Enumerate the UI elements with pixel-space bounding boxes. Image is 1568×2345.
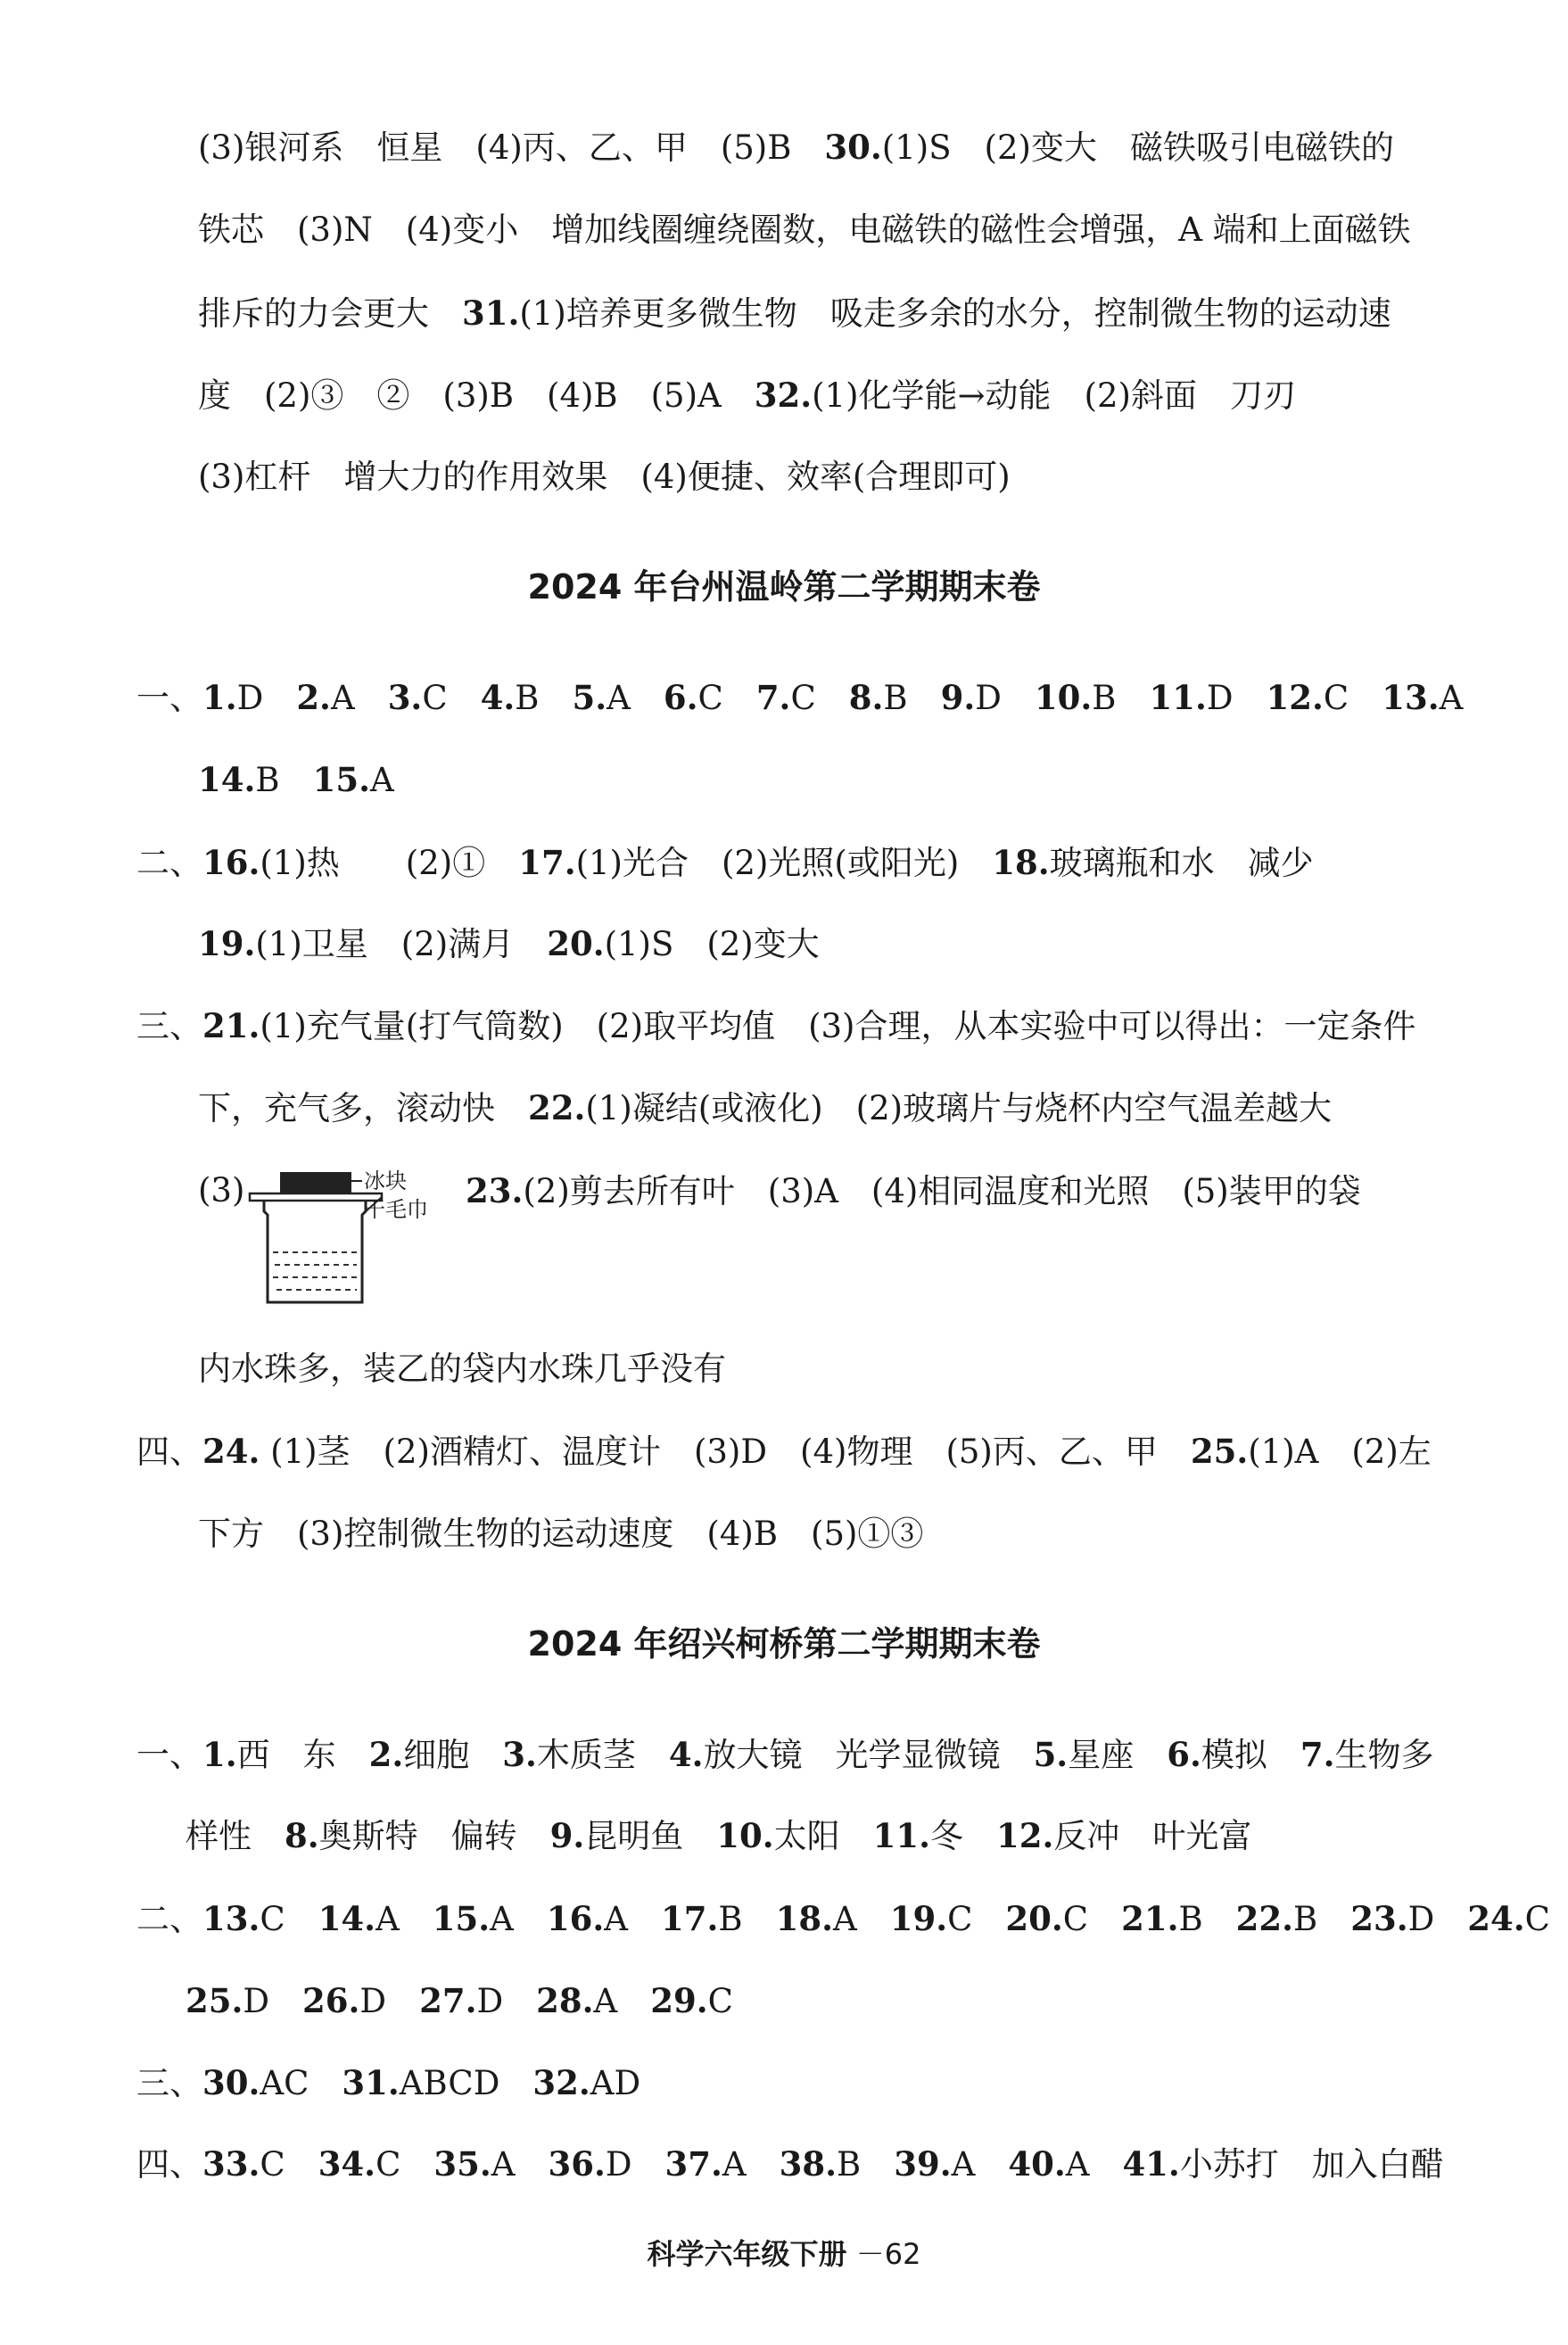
question-number: 25. — [186, 1981, 243, 2020]
answer-line — [136, 840, 1314, 886]
answer-text: (1)热 (2)① — [260, 844, 519, 882]
answer-text: 小苏打 加入白醋 — [1179, 2145, 1444, 2184]
answer-text: (2)剪去所有叶 (3)A (4)相同温度和光照 (5)装甲的袋 — [523, 1172, 1361, 1210]
answer-text: B — [515, 679, 573, 717]
question-number: 19. — [198, 924, 256, 963]
question-number: 12. — [1266, 678, 1324, 717]
page-footer — [0, 2234, 1568, 2274]
question-number: 16. — [202, 843, 260, 882]
answer-text: C — [697, 679, 756, 717]
question-number: 13. — [202, 1899, 260, 1938]
answer-text: 放大镜 光学显微镜 — [703, 1736, 1034, 1774]
question-number: 40. — [1008, 2144, 1066, 2184]
answer-text: (1)化学能→动能 (2)斜面 刀刃 — [812, 376, 1296, 415]
answer-text: 生物多 — [1334, 1736, 1434, 1774]
answer-text: A — [604, 1900, 662, 1938]
question-number: 22. — [1235, 1899, 1294, 1938]
question-number: 8. — [848, 678, 884, 717]
answer-text: 太阳 — [773, 1817, 873, 1855]
question-number: 11. — [1149, 678, 1207, 717]
answer-text: 一、 — [136, 1736, 202, 1774]
question-number: 14. — [198, 760, 256, 799]
answer-text: A — [951, 2145, 1009, 2184]
answer-text: B — [1092, 679, 1150, 717]
answer-line — [136, 1732, 1433, 1778]
answer-text: (1)卫星 (2)满月 — [255, 925, 548, 963]
answer-text: C — [790, 679, 849, 717]
answer-text: 西 东 — [236, 1736, 369, 1774]
question-number: 30. — [824, 128, 882, 167]
question-number: 12. — [996, 1816, 1054, 1855]
question-number: 27. — [419, 1981, 477, 2020]
answer-text: C — [422, 679, 481, 717]
question-number: 22. — [528, 1088, 586, 1127]
answer-text: ABCD — [399, 2064, 533, 2102]
answer-line — [136, 2060, 640, 2106]
question-number: 23. — [1350, 1899, 1408, 1938]
question-number: 19. — [889, 1899, 948, 1938]
question-number: 15. — [312, 760, 370, 799]
question-number: 6. — [663, 678, 698, 717]
answer-text: 反冲 叶光富 — [1053, 1817, 1252, 1855]
answer-text: 度 (2)③ ② (3)B (4)B (5)A — [198, 376, 755, 415]
answer-line — [136, 675, 1463, 721]
question-number: 3. — [387, 678, 423, 717]
answer-text: A — [607, 679, 664, 717]
question-number: 38. — [779, 2144, 838, 2184]
answer-text: 星座 — [1068, 1736, 1168, 1774]
answer-text: 三、 — [136, 1007, 202, 1045]
answer-text: (1)S (2)变大 磁铁吸引电磁铁的 — [881, 128, 1394, 167]
question-number: 3. — [502, 1735, 537, 1774]
answer-line — [198, 1168, 244, 1213]
answer-line — [198, 1086, 1332, 1131]
beaker-diagram — [248, 1170, 453, 1304]
answer-line — [198, 208, 1411, 252]
answer-text: B — [883, 679, 941, 717]
answer-text: 下方 (3)控制微生物的运动速度 (4)B (5)①③ — [198, 1515, 924, 1553]
ice-label: 冰块 — [364, 1168, 407, 1193]
answer-line — [136, 1896, 1550, 1942]
question-number: 31. — [462, 293, 520, 333]
answer-text: B — [837, 2145, 895, 2184]
answer-text: C — [260, 1900, 318, 1938]
answer-line — [136, 1003, 1415, 1049]
answer-text: (1)S (2)变大 — [604, 925, 820, 963]
question-number: 35. — [433, 2144, 491, 2184]
answer-text: (1)光合 (2)光照(或阳光) — [575, 844, 993, 882]
answer-text: C — [260, 2145, 318, 2184]
question-number: 21. — [202, 1006, 260, 1045]
answer-text: B — [718, 1900, 776, 1938]
question-number: 20. — [547, 924, 605, 963]
question-number: 1. — [202, 678, 237, 717]
answer-text: 冬 — [930, 1817, 997, 1855]
answer-text: 二、 — [136, 844, 202, 882]
answer-text: AD — [590, 2064, 641, 2102]
answer-text: B — [255, 761, 313, 799]
answer-text: (1)茎 (2)酒精灯、温度计 (3)D (4)物理 (5)丙、乙、甲 — [260, 1433, 1191, 1471]
answer-text: (3)杠杆 增大力的作用效果 (4)便捷、效率(合理即可) — [198, 458, 1011, 496]
answer-line — [186, 1978, 733, 2024]
question-number: 20. — [1005, 1899, 1063, 1938]
question-number: 25. — [1190, 1432, 1249, 1471]
answer-line — [198, 125, 1394, 170]
question-number: 7. — [1300, 1735, 1335, 1774]
answer-text: A — [832, 1900, 890, 1938]
answer-text: D — [476, 1982, 537, 2020]
answer-text: 细胞 — [403, 1736, 503, 1774]
question-number: 24. — [202, 1432, 260, 1471]
question-number: 13. — [1382, 678, 1440, 717]
footer-subject: 科学六年级下册 — [647, 2237, 847, 2271]
question-number: 28. — [536, 1981, 594, 2020]
answer-text: C — [707, 1982, 733, 2020]
question-number: 39. — [894, 2144, 952, 2184]
answer-line — [186, 1813, 1251, 1859]
answer-text: 下，充气多，滚动快 — [198, 1089, 528, 1127]
answer-text: D — [975, 679, 1035, 717]
question-number: 8. — [285, 1816, 319, 1855]
question-number: 9. — [940, 678, 976, 717]
question-number: 10. — [1034, 678, 1093, 717]
answer-text: D — [359, 1982, 420, 2020]
ice-block — [280, 1172, 351, 1193]
question-number: 33. — [202, 2144, 260, 2184]
answer-text: (1)培养更多微生物 吸走多余的水分，控制微生物的运动速 — [519, 294, 1391, 333]
question-number: 32. — [754, 376, 813, 415]
question-number: 16. — [546, 1899, 605, 1938]
question-number: 18. — [992, 843, 1050, 882]
answer-text: (1)充气量(打气筒数) (2)取平均值 (3)合理，从本实验中可以得出：一定条件 — [260, 1007, 1416, 1045]
question-number: 5. — [1033, 1735, 1069, 1774]
question-number: 2. — [368, 1735, 404, 1774]
answer-text: A — [491, 2145, 549, 2184]
answer-text: A — [593, 1982, 651, 2020]
answer-text: (1)A (2)左 — [1248, 1433, 1432, 1471]
question-number: 14. — [318, 1899, 376, 1938]
answer-line — [136, 1429, 1432, 1474]
answer-text: (1)凝结(或液化) (2)玻璃片与烧杯内空气温差越大 — [585, 1089, 1333, 1127]
towel — [250, 1193, 382, 1201]
question-number: 4. — [668, 1735, 704, 1774]
question-number: 9. — [549, 1816, 585, 1855]
answer-text: 二、 — [136, 1900, 202, 1938]
answer-text: 四、 — [136, 1433, 202, 1471]
answer-text: A — [1065, 2145, 1123, 2184]
question-number: 15. — [432, 1899, 491, 1938]
answer-line — [198, 455, 1011, 500]
water — [273, 1252, 357, 1290]
answer-text: (3) — [198, 1171, 245, 1210]
question-number: 5. — [572, 678, 607, 717]
answer-text: D — [236, 679, 297, 717]
answer-text: (3)银河系 恒星 (4)丙、乙、甲 (5)B — [198, 128, 825, 167]
answer-text: 木质茎 — [536, 1736, 669, 1774]
question-number: 6. — [1167, 1735, 1201, 1774]
section-title: 2024 年台州温岭第二学期期末卷 — [527, 567, 1041, 607]
answer-text: 奥斯特 偏转 — [318, 1817, 550, 1855]
answer-text: D — [1407, 1900, 1468, 1938]
answer-text: 铁芯 (3)N (4)变小 增加线圈缠绕圈数，电磁铁的磁性会增强，A 端和上面磁铁 — [198, 211, 1411, 249]
answer-text: 玻璃瓶和水 减少 — [1049, 844, 1314, 882]
answer-text: D — [605, 2145, 665, 2184]
question-number: 11. — [872, 1816, 931, 1855]
answer-text: 样性 — [186, 1817, 285, 1855]
question-number: 7. — [755, 678, 791, 717]
section-title: 2024 年绍兴柯桥第二学期期末卷 — [527, 1624, 1041, 1664]
question-number: 26. — [302, 1981, 360, 2020]
answer-line — [198, 373, 1296, 418]
answer-text: D — [1206, 679, 1267, 717]
question-number: 24. — [1467, 1899, 1525, 1938]
page-number: －62 — [855, 2237, 921, 2271]
question-number: 31. — [342, 2063, 400, 2102]
towel-label: 干毛巾 — [364, 1197, 428, 1222]
question-number: 18. — [775, 1899, 833, 1938]
answer-text: 内水珠多，装乙的袋内水珠几乎没有 — [198, 1350, 726, 1388]
question-number: 41. — [1122, 2144, 1180, 2184]
question-number: 10. — [716, 1816, 774, 1855]
answer-text: AC — [260, 2064, 342, 2102]
answer-text: A — [490, 1900, 547, 1938]
question-number: 34. — [318, 2144, 376, 2184]
answer-line — [466, 1168, 1361, 1214]
answer-text: C — [1062, 1900, 1122, 1938]
answer-text: A — [330, 679, 388, 717]
question-number: 1. — [202, 1735, 237, 1774]
answer-text: 昆明鱼 — [584, 1817, 717, 1855]
answer-text: A — [722, 2145, 780, 2184]
answer-text: 三、 — [136, 2064, 202, 2102]
question-number: 30. — [202, 2063, 260, 2102]
answer-line — [198, 1347, 726, 1391]
answer-line — [198, 757, 394, 803]
answer-text: C — [375, 2145, 434, 2184]
answer-line — [198, 1512, 923, 1556]
answer-text: B — [1293, 1900, 1351, 1938]
answer-text: A — [375, 1900, 433, 1938]
question-number: 32. — [532, 2063, 590, 2102]
answer-text: C — [1323, 679, 1382, 717]
question-number: 21. — [1121, 1899, 1179, 1938]
answer-line — [136, 2142, 1444, 2187]
beaker-svg — [248, 1170, 453, 1304]
answer-text: D — [243, 1982, 303, 2020]
answer-text: C — [1524, 1900, 1550, 1938]
question-number: 17. — [661, 1899, 719, 1938]
question-number: 36. — [548, 2144, 606, 2184]
answer-text: 排斥的力会更大 — [198, 294, 462, 333]
answer-text: A — [1439, 679, 1464, 717]
answer-text: B — [1178, 1900, 1236, 1938]
answer-text: C — [947, 1900, 1006, 1938]
question-number: 4. — [480, 678, 516, 717]
answer-text: 模拟 — [1201, 1736, 1300, 1774]
answer-line — [198, 291, 1391, 336]
answer-text: 四、 — [136, 2145, 202, 2184]
question-number: 2. — [296, 678, 331, 717]
question-number: 23. — [466, 1171, 524, 1210]
question-number: 29. — [650, 1981, 708, 2020]
answer-text: 一、 — [136, 679, 202, 717]
answer-text: A — [369, 761, 394, 799]
question-number: 17. — [518, 843, 576, 882]
answer-line — [198, 921, 820, 967]
question-number: 37. — [664, 2144, 722, 2184]
